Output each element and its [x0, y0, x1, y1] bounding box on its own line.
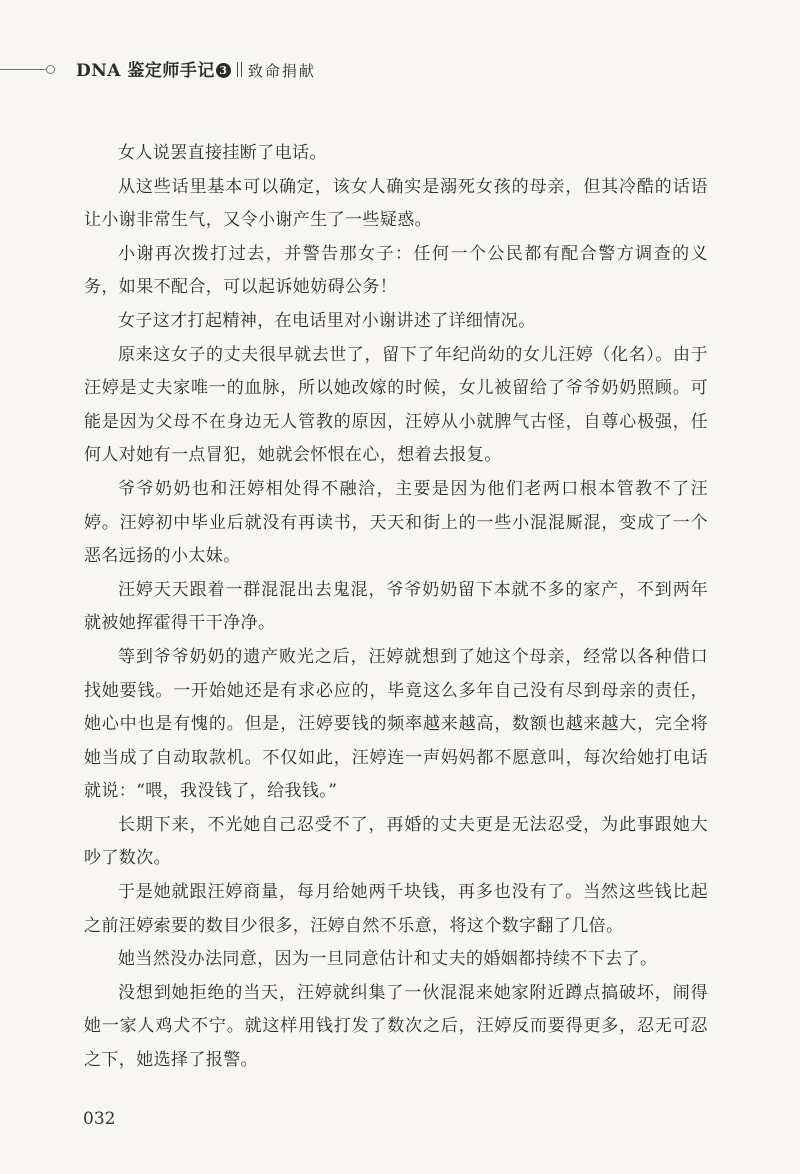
- paragraph: 从这些话里基本可以确定，该女人确实是溺死女孩的母亲，但其冷酷的话语让小谢非常生气，又令小谢产生了一些疑惑。: [84, 176, 708, 231]
- paragraph: 女人说罢直接挂断了电话。: [118, 143, 327, 163]
- paragraph: 小谢再次拨打过去，并警告那女子：任何一个公民都有配合警方调查的义务，如果不配合，可以起诉她妨碍公务！: [84, 243, 708, 298]
- header-title: [76, 56, 316, 81]
- paragraph: 于是她就跟汪婷商量，每月给她两千块钱，再多也没有了。当然这些钱比起之前汪婷索要的数目少很多，汪婷自然不乐意，将这个数字翻了几倍。: [84, 882, 708, 936]
- paragraph: 她当然没办法同意，因为一旦同意估计和丈夫的婚姻都持续不下去了。: [118, 949, 658, 970]
- book-subtitle: 致命捐献: [247, 62, 316, 80]
- header-separator: [237, 62, 242, 77]
- series-title: DNA 鉴定师手记: [76, 61, 215, 81]
- volume-number-badge: 3: [216, 63, 231, 78]
- paragraph: 原来这女子的丈夫很早就去世了，留下了年纪尚幼的女儿汪婷（化名）。由于汪婷是丈夫家唯一的血脉，所以她改嫁的时候，女儿被留给了爷爷奶奶照顾。可能是因为父母不在身边无人管教的原因，汪婷从小就脾气古怪，自尊心极强，任何人对她有一点冒犯，她就会怀恨在心，想着去报复。: [84, 344, 708, 466]
- paragraph: 等到爷爷奶奶的遗产败光之后，汪婷就想到了她这个母亲，经常以各种借口找她要钱。一开始她还是有求必应的，毕竟这么多年自己没有尽到母亲的责任，她心中也是有愧的。但是，汪婷要钱的频率越来越高，数额也越来越大，完全将她当成了自动取款机。不仅如此，汪婷连一声妈妈都不愿意叫，每次给她打电话就说：“喂，我没钱了，给我钱。”: [84, 646, 708, 802]
- paragraph: 没想到她拒绝的当天，汪婷就纠集了一伙混混来她家附近蹲点搞破坏，闹得她一家人鸡犬不宁。就这样用钱打发了数次之后，汪婷反而要得更多，忍无可忍之下，她选择了报警。: [84, 982, 708, 1071]
- paragraph: 长期下来，不光她自己忍受不了，再婚的丈夫更是无法忍受，为此事跟她大吵了数次。: [84, 814, 708, 869]
- paragraph: 女子这才打起精神，在电话里对小谢讲述了详细情况。: [118, 310, 536, 331]
- page-number: 032: [83, 1109, 116, 1129]
- paragraph: 汪婷天天跟着一群混混出去鬼混，爷爷奶奶留下本就不多的家产，不到两年就被她挥霍得干干净净。: [84, 579, 708, 634]
- header-rule-dot: [46, 65, 55, 74]
- header-rule: [0, 69, 46, 70]
- running-header: [0, 56, 800, 80]
- paragraph: 爷爷奶奶也和汪婷相处得不融洽，主要是因为他们老两口根本管教不了汪婷。汪婷初中毕业后就没有再读书，天天和街上的一些小混混厮混，变成了一个恶名远扬的小太妹。: [84, 478, 708, 567]
- body-text: [84, 137, 708, 1078]
